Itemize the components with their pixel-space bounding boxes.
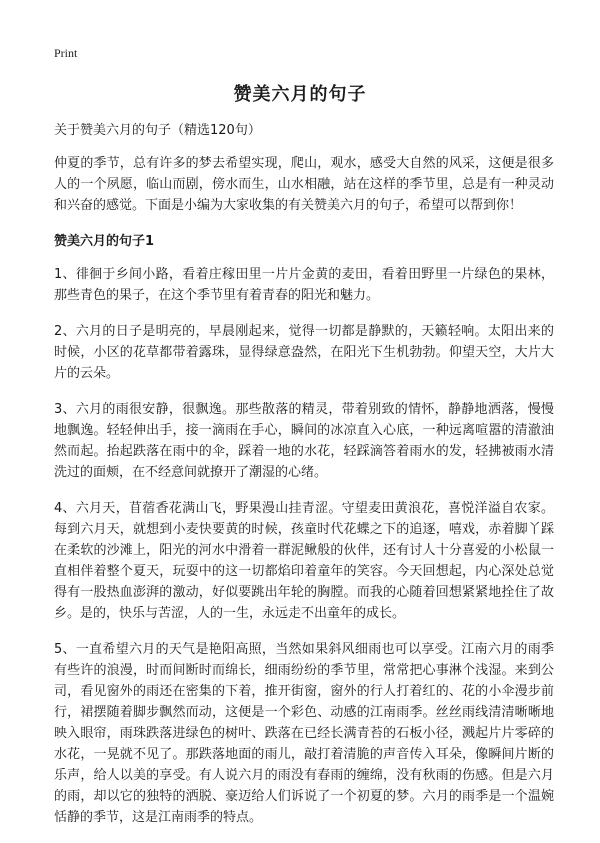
page-title: 赞美六月的句子 (233, 84, 367, 105)
list-item: 3、六月的雨很安静，很飘逸。那些散落的精灵，带着别致的情怀，静静地洒落，慢慢地飘逸。轻轻伸出手，接一滴雨在手心，瞬间的冰凉直入心底，一种远离喧嚣的清澈油然而起。抬起跌落在雨中的伞，踩着一地的水花，轻踩滴答着雨水的发，轻拂被雨水清洗过的面颊，在不经意间就撩开了潮湿的心绪。 (54, 402, 554, 480)
list-item: 1、徘徊于乡间小路，看着庄稼田里一片片金黄的麦田，看着田野里一片绿色的果林，那些青色的果子，在这个季节里有着青春的阳光和魅力。 (54, 267, 554, 303)
list-item: 5、一直希望六月的天气是艳阳高照，当然如果斜风细雨也可以享受。江南六月的雨季有些许的浪漫，时而间断时而绵长，细雨纷纷的季节里，常常把心事淋个浅湿。来到公司，看见窗外的雨还在密集的下着，推开街窗，窗外的行人打着红的、花的小伞漫步前行，裙摆随着脚步飘然而动，这便是一个彩色、动感的江南雨季。丝丝雨线清清晰晰地映入眼帘，雨珠跌落进绿色的树叶、跌落在已经长满青苔的石板小径，溅起片片零碎的水花，一晃就不见了。那跌落地面的雨儿，敲打着清脆的声音传入耳朵，像瞬间片断的乐声，给人以美的享受。有人说六月的雨没有春雨的缠绵，没有秋雨的伤感。但是六月的雨，却以它的独特的洒脱、豪迈给人们诉说了一个初夏的梦。六月的雨季是一个温婉恬静的季节，这是江南雨季的特点。 (54, 642, 554, 825)
intro-paragraph: 仲夏的季节，总有许多的梦去希望实现，爬山，观水，感受大自然的风采，这便是很多人的一个夙愿，临山而剧，傍水而生，山水相融，站在这样的季节里，总是有一种灵动和兴奋的感觉。下面是小编为大家收集的有关赞美六月的句子，希望可以帮到你！ (54, 156, 554, 213)
article-body (54, 120, 554, 843)
print-label[interactable]: Print (54, 46, 78, 60)
section-heading: 赞美六月的句子1 (54, 234, 155, 249)
list-item: 4、六月天，苜蓿香花满山飞，野果漫山挂青涩。守望麦田黄浪花，喜悦洋溢自农家。每到六月天，就想到小麦快要黄的时候，孩童时代花蝶之下的追逐，嘻戏，赤着脚丫踩在柔软的沙滩上，阳光的河水中滑着一群泥鳅般的伙伴，还有讨人十分喜爱的小松鼠一直相伴着整个夏天，玩耍中的这一切都焰印着童年的笑容。今天回想起，内心深处总觉得有一股热血澎湃的激动，好似要跳出年轮的胸膛。而我的心随着回想紧紧地拴住了故乡。是的，快乐与苦涩，人的一生，永远走不出童年的成长。 (54, 501, 554, 621)
list-item: 2、六月的日子是明亮的，早晨刚起来，觉得一切都是静默的，天籁轻响。太阳出来的时候，小区的花草都带着露珠，显得绿意盎然，在阳光下生机勃勃。仰望天空，大片大片的云朵。 (54, 324, 554, 381)
article-subtitle: 关于赞美六月的句子（精选120句） (54, 123, 261, 138)
